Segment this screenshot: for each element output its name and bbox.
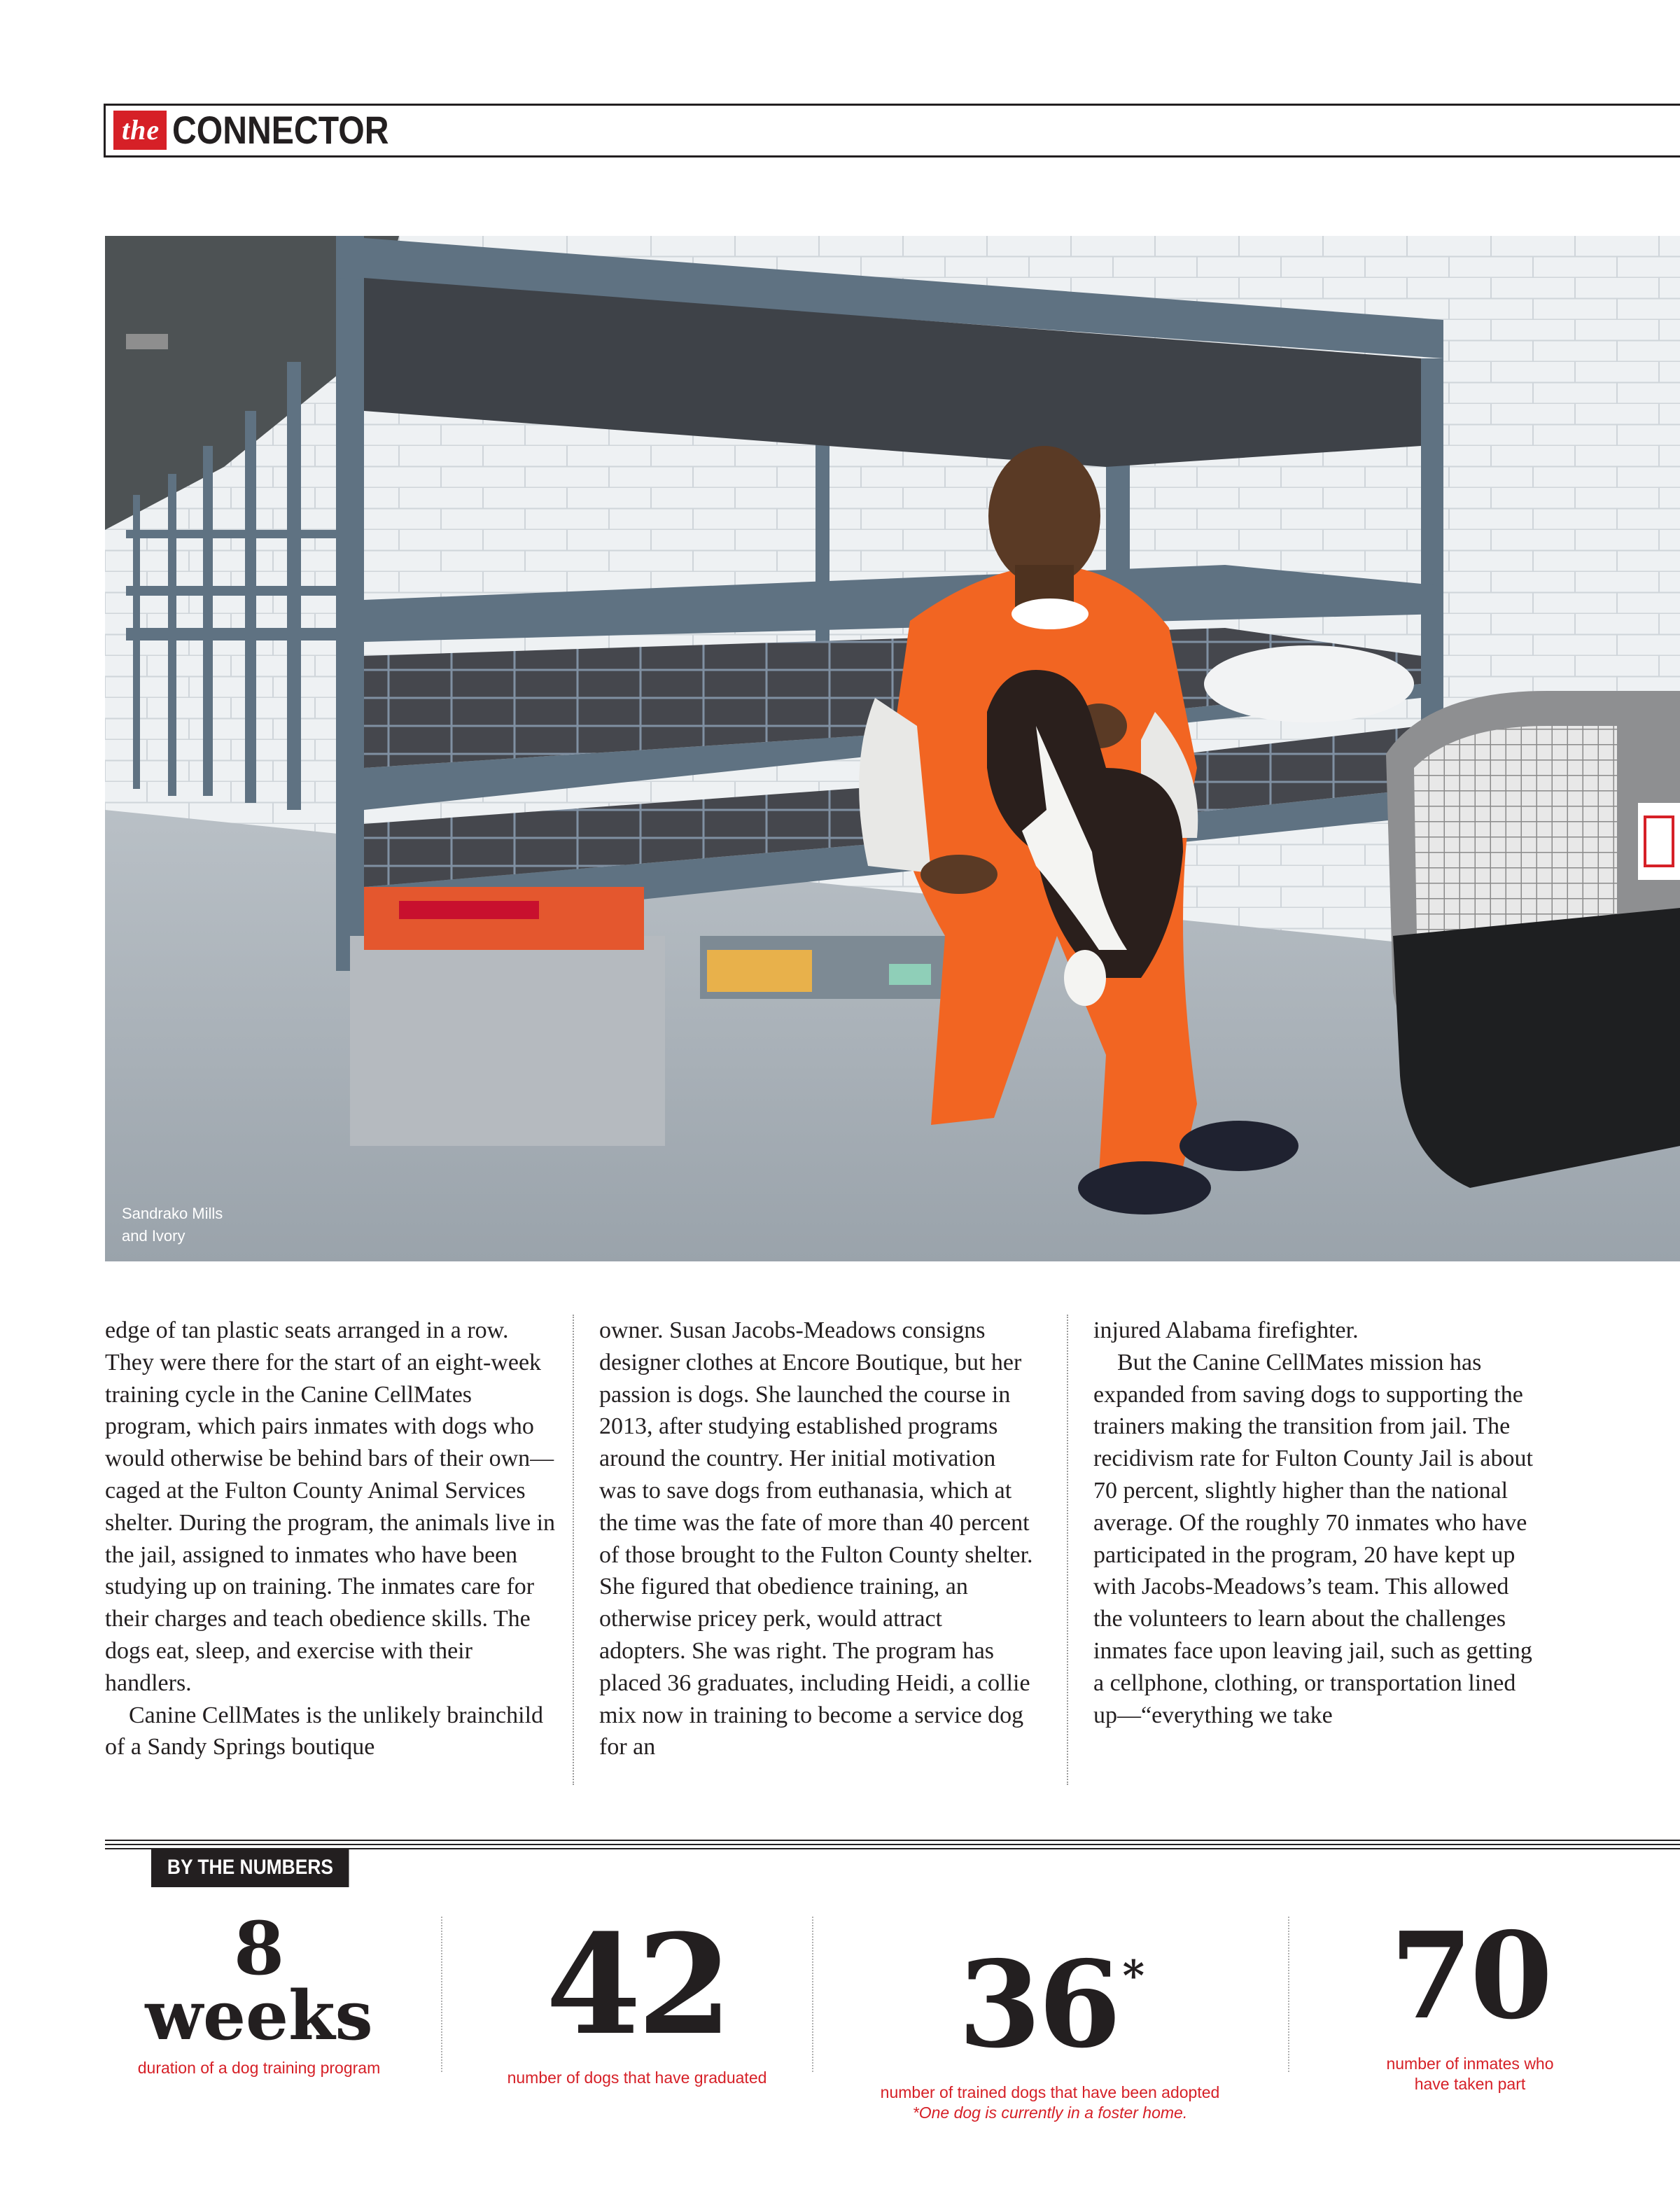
stat-value: 70 <box>1390 1906 1550 2046</box>
photo-illustration <box>105 236 1680 1261</box>
photo-caption <box>122 1203 276 1247</box>
article-column-3 <box>1093 1315 1541 1731</box>
stat-asterisk: * <box>1122 1952 1142 2001</box>
stat-value: 42 <box>545 1905 729 2066</box>
stat-value: 8 <box>233 1905 285 1991</box>
stat-value: 36 <box>958 1935 1119 2075</box>
stat-divider <box>1288 1917 1289 2072</box>
caption-line-2: and Ivory <box>122 1227 186 1245</box>
stat-unit: weeks <box>145 1976 373 2055</box>
column-1-paragraph-2: Canine CellMates is the unlikely brainchild of a Sandy Springs boutique <box>105 1702 544 1760</box>
by-the-numbers-label: BY THE NUMBERS <box>151 1848 349 1887</box>
section-title: CONNECTOR <box>172 108 389 152</box>
stat-graduated <box>462 1905 812 2088</box>
column-3-paragraph-2: But the Canine CellMates mission has expanded from saving dogs to supporting the trainers making the transition from jail. The recidivism rate for Fulton County Jail is about 70 percent, slightly higher than the national average. Of the roughly 70 inmates who have participated in the program, 20 have kept up with Jacobs-Meadows’s team. This allowed the volunteers to learn about the challenges inmates face upon leaving jail, such as getting a cellphone, clothing, or transportation lined up—“everything we take <box>1093 1349 1533 1728</box>
column-2-paragraph-1: owner. Susan Jacobs-Meadows consigns designer clothes at Encore Boutique, but her passion is dogs. She launched the course in 2013, after studying established programs around the country. Her initial motivation was to save dogs from euthanasia, which at the time was the fate of more than 40 percent of those brought to the Fulton County shelter. She figured that obedience training, an otherwise pricey perk, would attract adopters. She was right. The program has placed 36 graduates, including Heidi, a collie mix now in training to become a service dog for an <box>599 1317 1033 1760</box>
stat-divider <box>812 1917 813 2072</box>
column-divider <box>573 1315 574 1785</box>
header-left-rule <box>104 104 106 158</box>
caption-line-1: Sandrako Mills <box>122 1205 223 1222</box>
stat-description: number of trained dogs that have been adopted <box>880 2083 1220 2101</box>
section-the-badge: the <box>113 111 167 150</box>
stat-description: number of dogs that have graduated <box>507 2068 767 2087</box>
stat-weeks <box>105 1905 413 2078</box>
stat-divider <box>441 1917 442 2072</box>
feature-photo <box>105 236 1680 1261</box>
section-header <box>113 108 424 152</box>
column-1-paragraph-1: edge of tan plastic seats arranged in a row. They were there for the start of an eight-week training cycle in the Canine CellMates program, which pairs inmates with dogs who would otherwise be behind bars of their own—caged at the Fulton County Animal Services shelter. During the program, the animals live in the jail, assigned to inmates who have been studying up on training. The inmates care for their charges and teach obedience skills. The dogs eat, sleep, and exercise with their handlers. <box>105 1317 556 1696</box>
column-3-paragraph-1: injured Alabama firefighter. <box>1093 1317 1359 1343</box>
article-column-2 <box>599 1315 1033 1763</box>
header-top-rule <box>104 104 1680 106</box>
stat-inmates <box>1302 1906 1638 2094</box>
article-column-1 <box>105 1315 560 1763</box>
stat-adopted <box>826 1917 1274 2123</box>
stat-footnote: *One dog is currently in a foster home. <box>912 2104 1188 2122</box>
column-divider <box>1067 1315 1068 1785</box>
header-bottom-rule <box>104 155 1680 158</box>
stat-description: duration of a dog training program <box>137 2059 381 2077</box>
stat-description-line-2: have taken part <box>1414 2075 1526 2093</box>
stat-description-line-1: number of inmates who <box>1386 2054 1554 2073</box>
